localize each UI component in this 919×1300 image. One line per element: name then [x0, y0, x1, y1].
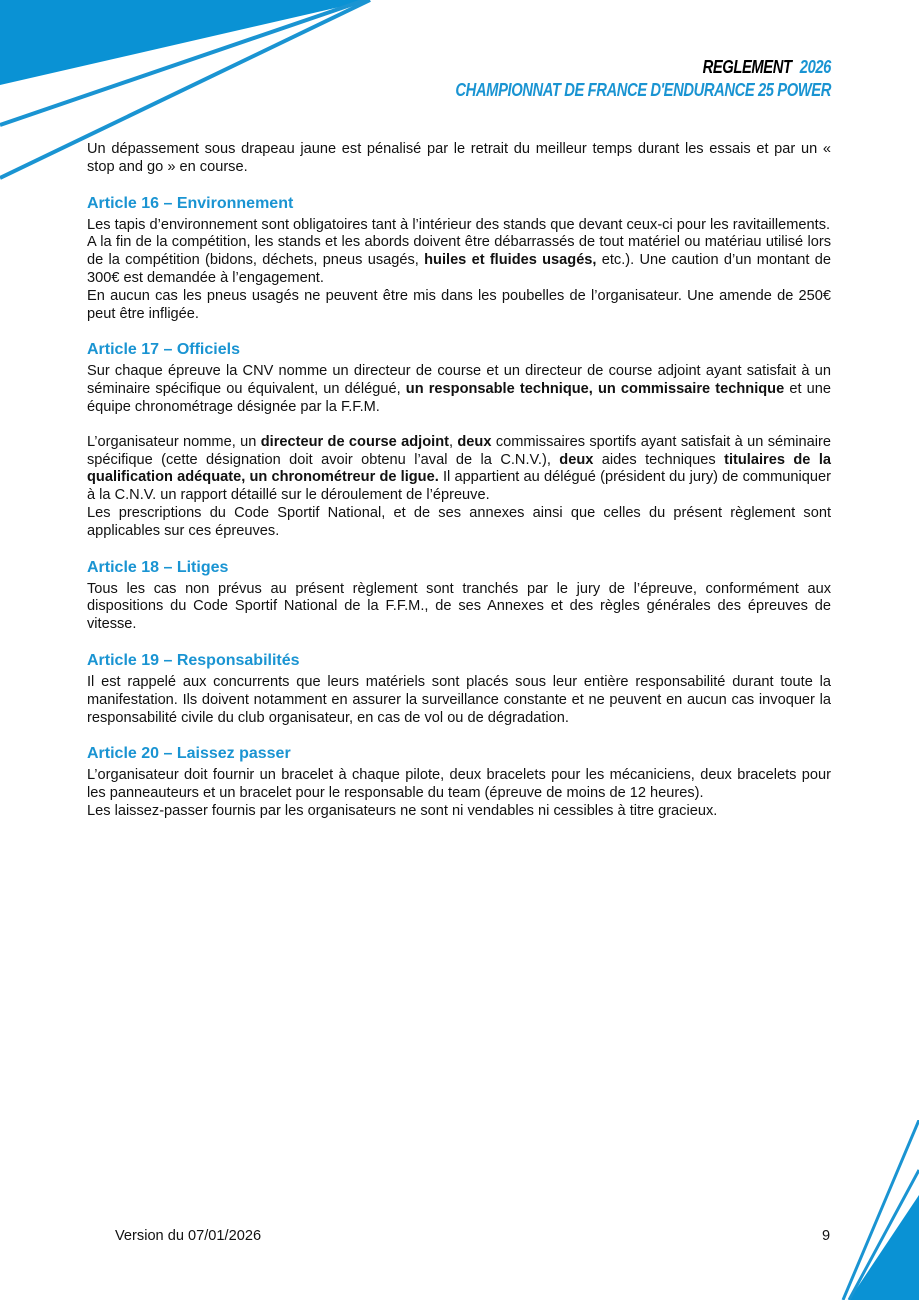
article-paragraph: Il est rappelé aux concurrents que leurs matériels sont placés sous leur entière responsabilité durant toute la manifestation. Ils doivent notamment en assurer la surveillance constante et ne peuvent en aucun cas invoquer la responsabilité civile du club organisateur, en cas de vol ou de dégradation. [87, 673, 831, 726]
article-paragraph: Tous les cas non prévus au présent règlement sont tranchés par le jury de l’épreuve, conformément aux dispositions du Code Sportif National de la F.F.M., de ses Annexes et des règles générales des épreuves de vitesse. [87, 580, 831, 633]
article-paragraph: Les laissez-passer fournis par les organisateurs ne sont ni vendables ni cessibles à titre gracieux. [87, 802, 718, 819]
document-header [455, 56, 831, 102]
page-number: 9 [822, 1228, 831, 1244]
article-title: Article 20 – Laissez passer [87, 745, 291, 763]
header-subtitle: CHAMPIONNAT DE FRANCE D'ENDURANCE 25 POWER [455, 80, 831, 100]
article-paragraph: Sur chaque épreuve la CNV nomme un directeur de course et un directeur de course adjoint ayant satisfait à un séminaire spécifique ou équivalent, un délégué, un responsable technique, un commissaire technique et une équipe chronométrage désignée par la F.F.M. [87, 363, 831, 415]
article-title: Article 18 – Litiges [87, 558, 229, 576]
article-paragraph: L’organisateur nomme, un directeur de course adjoint, deux commissaires sportifs ayant satisfait à un séminaire spécifique (cette désignation doit avoir obtenu l’aval de la C.N.V.), deux aides techniques titulaires de la qualification adéquate, un chronométreur de ligue. Il appartient au délégué (président du jury) de communiquer à la C.N.V. un rapport détaillé sur le déroulement de l’épreuve. [87, 433, 831, 504]
article-paragraph: Les prescriptions du Code Sportif National, et de ses annexes ainsi que celles du présent règlement sont applicables sur ces épreuves. [87, 504, 831, 539]
article-title: Article 16 – Environnement [87, 194, 294, 212]
article-paragraph: A la fin de la compétition, les stands et les abords doivent être débarrassés de tout matériel ou matériau utilisé lors de la compétition (bidons, déchets, pneus usagés, huiles et fluides usagés, etc.). Une caution d’un montant de 300€ est demandée à l’engagement. [87, 234, 831, 286]
article-title: Article 19 – Responsabilités [87, 651, 300, 669]
article-paragraph: En aucun cas les pneus usagés ne peuvent être mis dans les poubelles de l’organisateur. Une amende de 250€ peut être infligée. [87, 287, 831, 322]
article-16 [87, 194, 831, 324]
article-20 [87, 744, 831, 820]
corner-decoration-bottom-right [839, 1120, 919, 1300]
article-paragraph: Les tapis d’environnement sont obligatoires tant à l’intérieur des stands que devant ceux-ci pour les ravitaillements. [87, 216, 831, 233]
article-19 [87, 651, 831, 727]
article-paragraph: L’organisateur doit fournir un bracelet à chaque pilote, deux bracelets pour les mécaniciens, deux bracelets pour les panneauteurs et un bracelet pour le responsable du team (épreuve de moins de 12 heures). [87, 767, 831, 802]
header-year: 2026 [799, 57, 831, 77]
intro-paragraph: Un dépassement sous drapeau jaune est pénalisé par le retrait du meilleur temps durant les essais et par un « stop and go » en course. [87, 141, 831, 175]
footer-version: Version du 07/01/2026 [115, 1228, 262, 1244]
article-17 [87, 340, 831, 540]
header-title: REGLEMENT [702, 57, 792, 77]
article-18 [87, 558, 831, 634]
document-body [87, 141, 831, 821]
article-title: Article 17 – Officiels [87, 341, 240, 359]
